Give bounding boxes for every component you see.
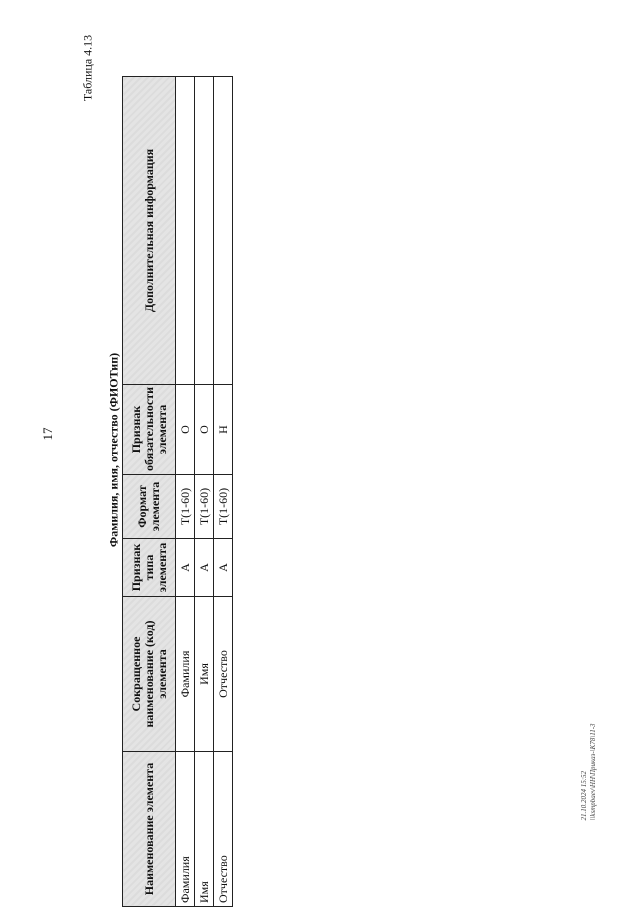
header-type-flag: Признак типа элемента	[123, 539, 176, 597]
print-stamp	[580, 723, 598, 820]
cell-short-name: Отчество	[214, 597, 233, 752]
header-additional-info: Дополнительная информация	[123, 77, 176, 385]
cell-format: T(1-60)	[214, 475, 233, 539]
print-stamp-date: 21.10.2024 15:52	[580, 770, 588, 821]
cell-element-name: Фамилия	[176, 752, 195, 907]
header-required-flag: Признак обязательности элемента	[123, 385, 176, 475]
cell-element-name: Отчество	[214, 752, 233, 907]
cell-format: T(1-60)	[176, 475, 195, 539]
cell-type-flag: А	[214, 539, 233, 597]
table-row	[176, 77, 195, 907]
cell-type-flag: А	[195, 539, 214, 597]
data-table	[122, 76, 233, 907]
cell-short-name: Фамилия	[176, 597, 195, 752]
table-header-row	[123, 77, 176, 907]
header-element-name: Наименование элемента	[123, 752, 176, 907]
header-format: Формат элемента	[123, 475, 176, 539]
cell-format: T(1-60)	[195, 475, 214, 539]
table-row	[214, 77, 233, 907]
print-stamp-path: \\ksmpbaev\НН\Приказ-\К78\11-3	[589, 723, 597, 821]
cell-element-name: Имя	[195, 752, 214, 907]
cell-additional-info	[195, 77, 214, 385]
cell-required-flag: О	[176, 385, 195, 475]
table-title: Фамилия, имя, отчество (ФИОТип)	[106, 352, 121, 548]
data-table-container	[122, 77, 230, 907]
cell-short-name: Имя	[195, 597, 214, 752]
table-caption: Таблица 4.13	[80, 34, 95, 102]
cell-additional-info	[214, 77, 233, 385]
cell-additional-info	[176, 77, 195, 385]
cell-required-flag: О	[195, 385, 214, 475]
cell-required-flag: Н	[214, 385, 233, 475]
page-number: 17	[40, 427, 55, 441]
cell-type-flag: А	[176, 539, 195, 597]
table-row	[195, 77, 214, 907]
header-short-name: Сокращенное наименование (код) элемента	[123, 597, 176, 752]
